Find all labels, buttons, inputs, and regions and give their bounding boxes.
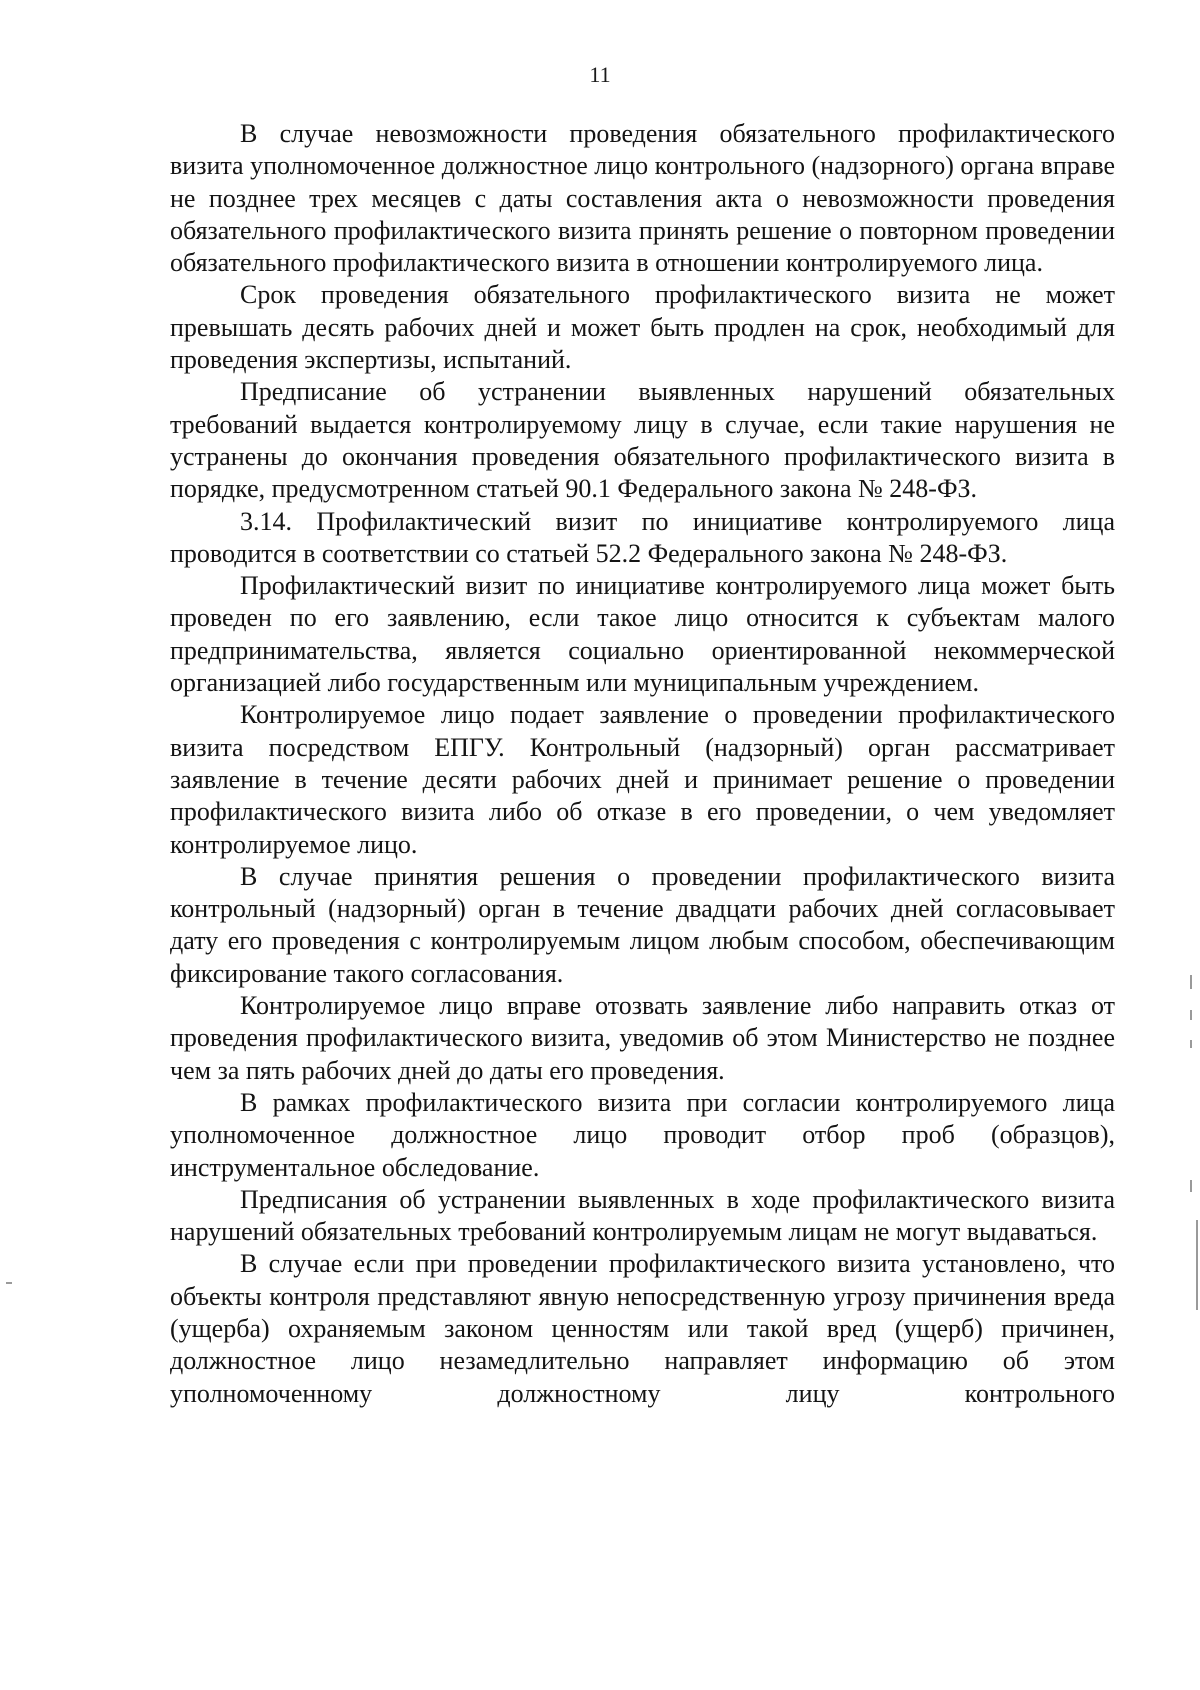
scan-artifact — [1196, 1220, 1198, 1310]
paragraph: Срок проведения обязательного профилактического визита не может превышать десять рабочих дней и может быть продлен на срок, необходимый для проведения экспертизы, испытаний. — [170, 280, 1115, 375]
scan-artifact — [1190, 1180, 1192, 1192]
paragraph: Предписание об устранении выявленных нарушений обязательных требований выдается контролируемому лицу в случае, если такие нарушения не устранены до окончания проведения обязательного профилактического визита в порядке, предусмотренном статьей 90.1 Федерального закона № 248-ФЗ. — [170, 377, 1115, 504]
paragraph: 3.14. Профилактический визит по инициативе контролируемого лица проводится в соответствии со статьей 52.2 Федерального закона № 248-ФЗ. — [170, 506, 1115, 568]
scan-artifact — [1190, 1010, 1192, 1020]
paragraph: В случае принятия решения о проведении профилактического визита контрольный (надзорный) орган в течение двадцати рабочих дней согласовывает дату его проведения с контролируемым лицом любым способом, обеспечивающим фиксирование такого согласования. — [170, 861, 1115, 988]
paragraph: Контролируемое лицо подает заявление о проведении профилактического визита посредством ЕПГУ. Контрольный (надзорный) орган рассматривает заявление в течение десяти рабочих дней и принимает решение о проведении профилактического визита либо об отказе в его проведении, о чем уведомляет контролируемое лицо. — [170, 700, 1115, 859]
scan-artifact — [1190, 1040, 1192, 1048]
scan-artifact — [1190, 975, 1192, 989]
paragraph: Профилактический визит по инициативе контролируемого лица может быть проведен по его заявлению, если такое лицо относится к субъектам малого предпринимательства, является социально ориентированной некоммерческой организацией либо государственным или муниципальным учреждением. — [170, 571, 1115, 698]
paragraph: В случае если при проведении профилактического визита установлено, что объекты контроля представляют явную непосредственную угрозу причинения вреда (ущерба) охраняемым законом ценностям или такой вред (ущерб) причинен, должностное лицо незамедлительно направляет информацию об этом уполномоченному должностному лицу контрольного — [170, 1249, 1115, 1408]
page-number: 11 — [589, 62, 611, 87]
paragraph: В рамках профилактического визита при согласии контролируемого лица уполномоченное должностное лицо проводит отбор проб (образцов), инструментальное обследование. — [170, 1087, 1115, 1182]
scan-artifact — [6, 1282, 12, 1284]
document-body — [170, 118, 1115, 1410]
paragraph: В случае невозможности проведения обязательного профилактического визита уполномоченное должностное лицо контрольного (надзорного) органа вправе не позднее трех месяцев с даты составления акта о невозможности проведения обязательного профилактического визита принять решение о повторном проведении обязательного профилактического визита в отношении контролируемого лица. — [170, 119, 1115, 278]
paragraph: Предписания об устранении выявленных в ходе профилактического визита нарушений обязательных требований контролируемым лицам не могут выдаваться. — [170, 1184, 1115, 1247]
paragraph: Контролируемое лицо вправе отозвать заявление либо направить отказ от проведения профилактического визита, уведомив об этом Министерство не позднее чем за пять рабочих дней до даты его проведения. — [170, 991, 1115, 1085]
